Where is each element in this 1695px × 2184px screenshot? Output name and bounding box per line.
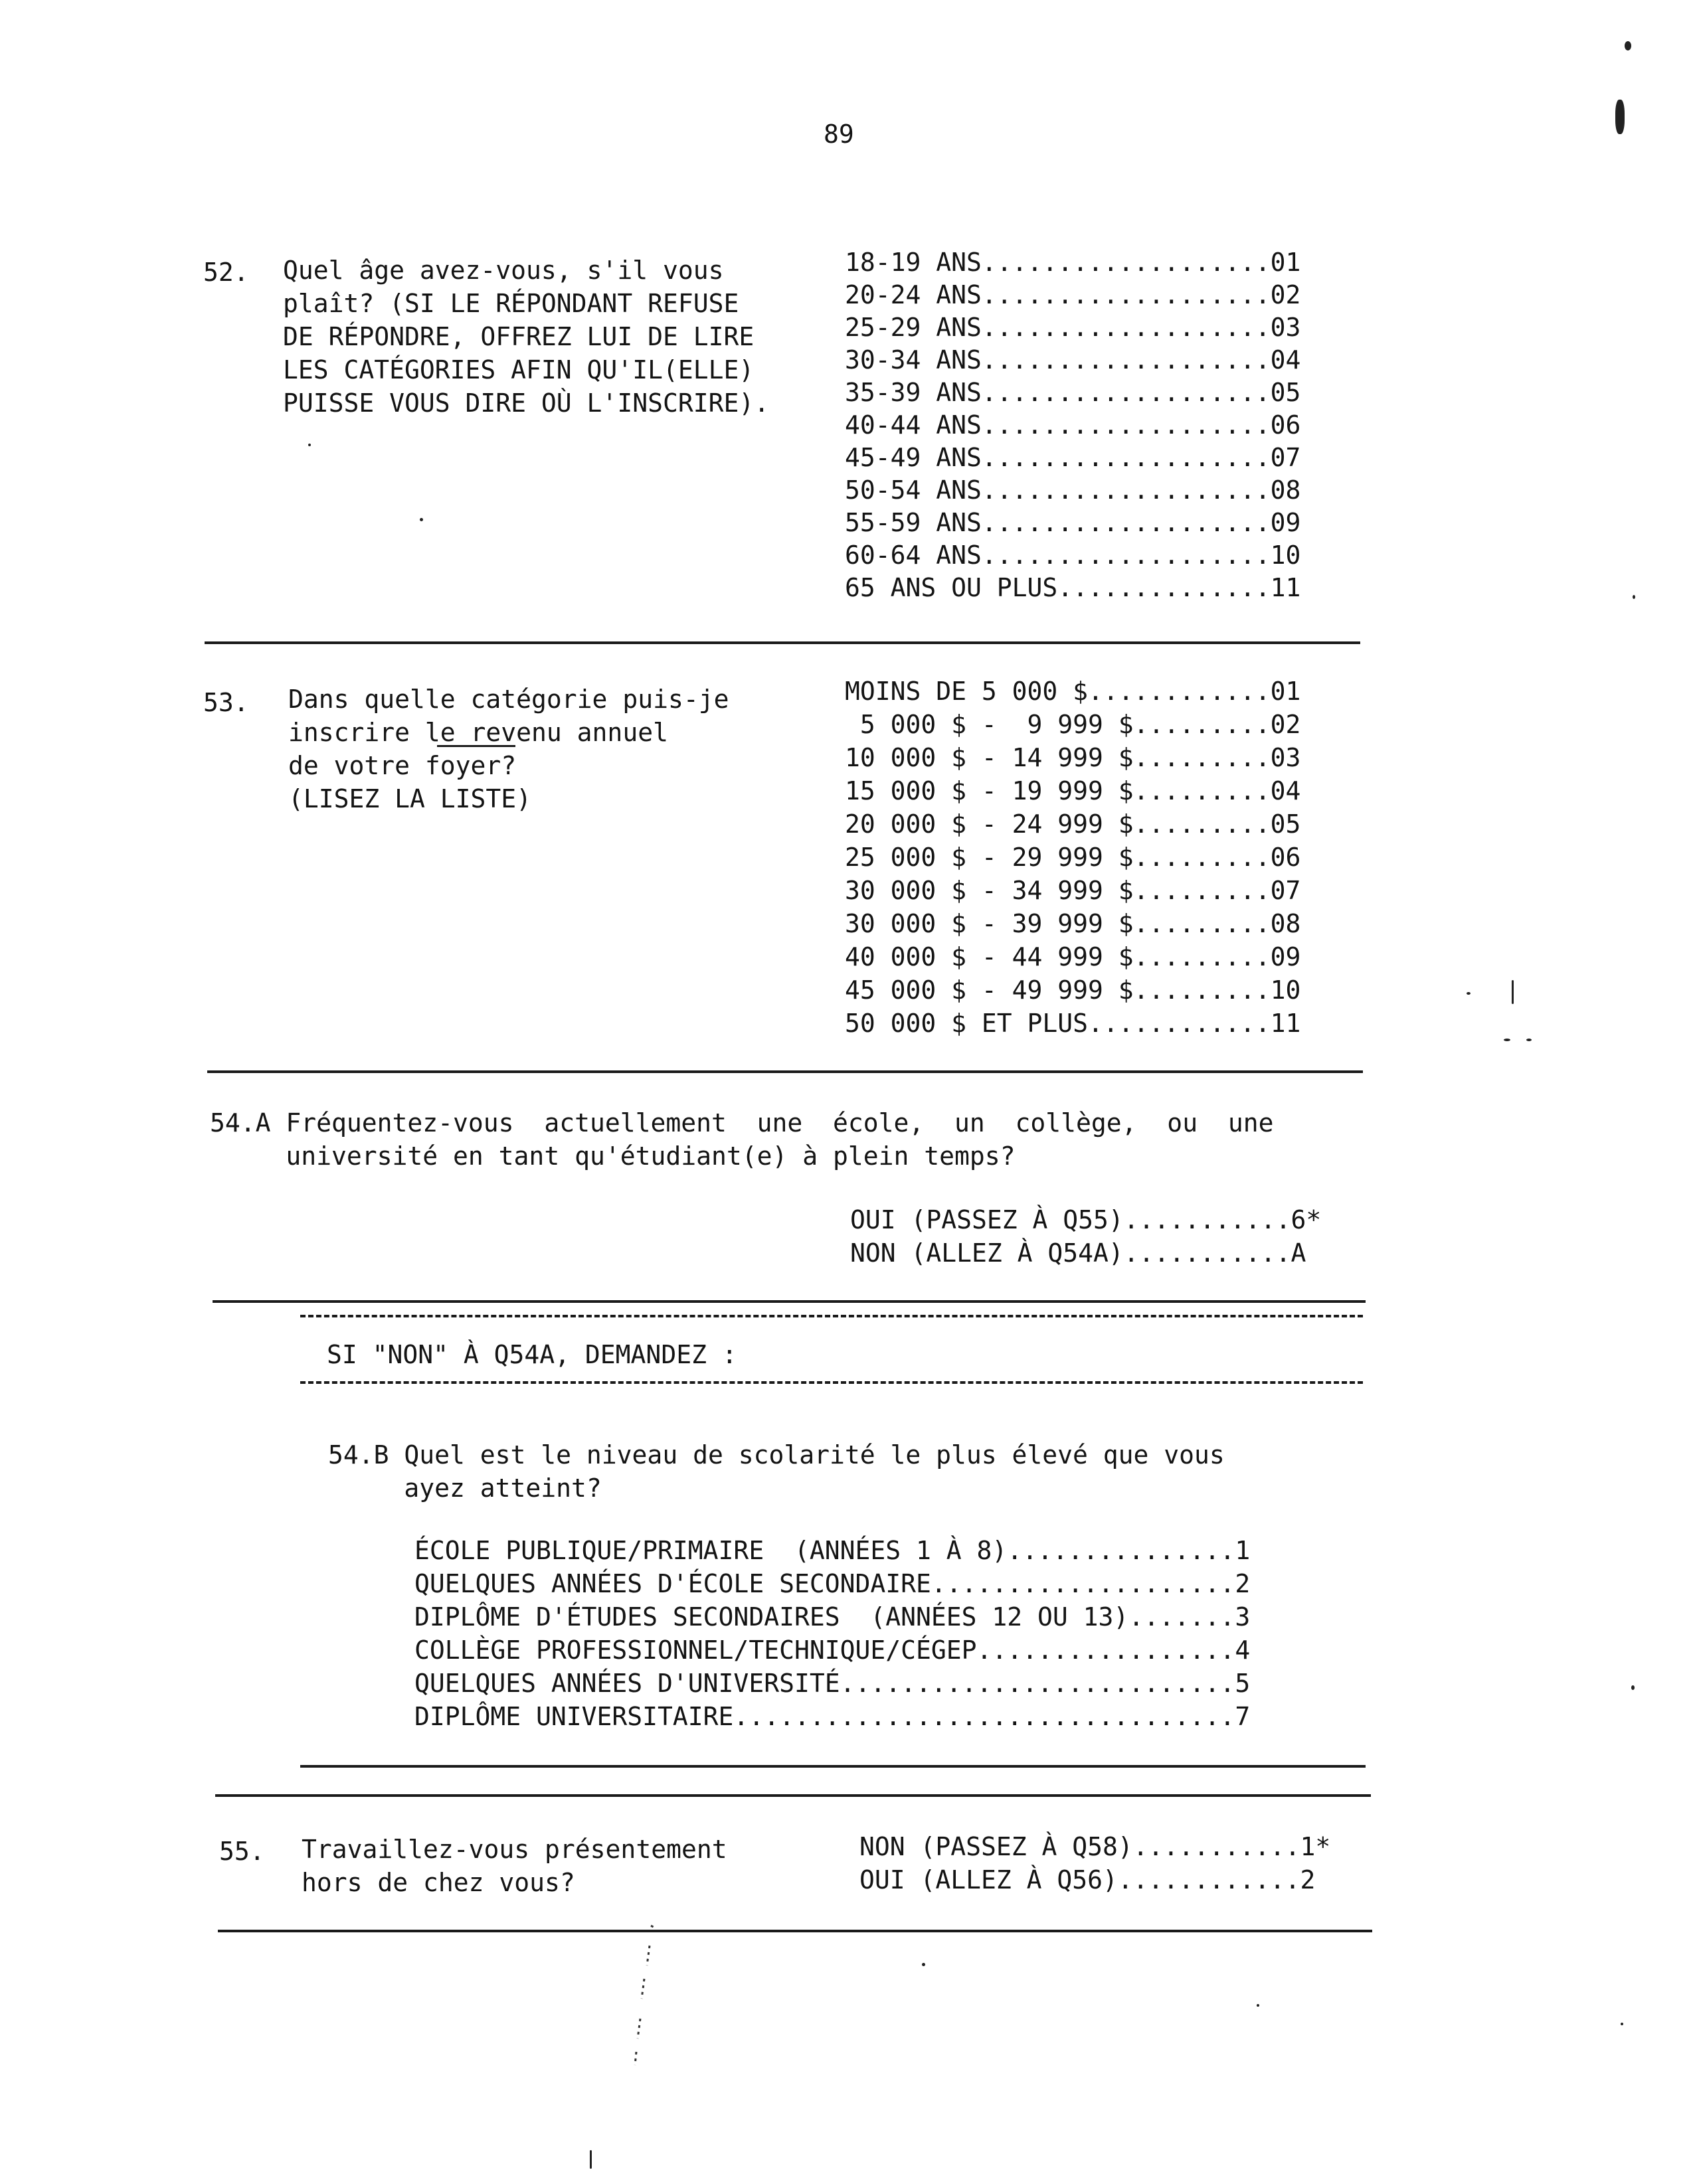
scan-speck — [420, 518, 423, 521]
divider — [300, 1765, 1366, 1768]
q53-option: 30 000 $ - 39 999 $.........08 — [845, 909, 1301, 938]
scan-speck — [1467, 992, 1471, 995]
q52-option: 35-39 ANS...................05 — [845, 378, 1301, 407]
q54a-question-line: 54.A Fréquentez-vous actuellement une école, un collège, ou une — [210, 1108, 1274, 1137]
q53-option: 20 000 $ - 24 999 $.........05 — [845, 809, 1301, 839]
page-number: 89 — [824, 120, 854, 149]
scan-speck — [1526, 1039, 1532, 1041]
divider — [205, 641, 1360, 644]
q55-question-line: hors de chez vous? — [302, 1868, 575, 1897]
q52-option: 50-54 ANS...................08 — [845, 475, 1301, 505]
q53-number: 53. — [203, 688, 249, 717]
q53-question-line: (LISEZ LA LISTE) — [288, 784, 532, 813]
scan-speck — [308, 444, 311, 446]
q54b-option: DIPLÔME UNIVERSITAIRE.................................7 — [414, 1702, 1251, 1731]
q53-option: 15 000 $ - 19 999 $.........04 — [845, 776, 1301, 805]
q52-option: 18-19 ANS...................01 — [845, 248, 1301, 277]
divider — [215, 1794, 1371, 1797]
q55-question-line: Travaillez-vous présentement — [302, 1835, 727, 1864]
scan-speck — [1512, 980, 1514, 1004]
q52-option: 25-29 ANS...................03 — [845, 313, 1301, 342]
q53-option: 25 000 $ - 29 999 $.........06 — [845, 843, 1301, 872]
q52-question-line: Quel âge avez-vous, s'il vous — [283, 256, 724, 285]
divider — [218, 1930, 1372, 1932]
q52-question-line: LES CATÉGORIES AFIN QU'IL(ELLE) — [283, 355, 755, 384]
q54b-option: QUELQUES ANNÉES D'ÉCOLE SECONDAIRE....................2 — [414, 1569, 1251, 1598]
q54b-question-line: ayez atteint? — [328, 1473, 602, 1503]
scan-speck — [1621, 2023, 1623, 2025]
q52-question-line: DE RÉPONDRE, OFFREZ LUI DE LIRE — [283, 322, 755, 351]
q52-option: 45-49 ANS...................07 — [845, 443, 1301, 472]
q52-question-line: PUISSE VOUS DIRE OÙ L'INSCRIRE). — [283, 388, 770, 418]
q53-option: 30 000 $ - 34 999 $.........07 — [845, 876, 1301, 905]
dashed-divider — [300, 1381, 1363, 1384]
q54b-option: DIPLÔME D'ÉTUDES SECONDAIRES (ANNÉES 12 OU 13).......3 — [414, 1602, 1251, 1632]
dashed-divider — [300, 1315, 1363, 1317]
q52-question-line: plaît? (SI LE RÉPONDANT REFUSE — [283, 289, 739, 318]
divider — [213, 1300, 1366, 1303]
q53-question-line: inscrire le revenu annuel — [288, 718, 668, 747]
q55-option: NON (PASSEZ À Q58)...........1* — [859, 1832, 1331, 1861]
scan-speck — [922, 1963, 925, 1966]
q53-option: MOINS DE 5 000 $............01 — [845, 677, 1301, 706]
q52-option: 60-64 ANS...................10 — [845, 541, 1301, 570]
scan-mark — [1615, 100, 1625, 134]
scan-speck — [1625, 41, 1631, 50]
q53-option: 5 000 $ - 9 999 $.........02 — [845, 710, 1301, 739]
divider — [207, 1070, 1363, 1073]
q52-option: 20-24 ANS...................02 — [845, 280, 1301, 309]
pen-scribble — [618, 1919, 691, 2092]
scan-speck — [1631, 1685, 1635, 1690]
scan-speck — [590, 2150, 592, 2169]
q53-question-line: de votre foyer? — [288, 751, 517, 780]
q52-option: 65 ANS OU PLUS..............11 — [845, 573, 1301, 602]
scan-speck — [1633, 595, 1635, 599]
scan-speck — [1504, 1039, 1510, 1041]
q52-option: 55-59 ANS...................09 — [845, 508, 1301, 537]
q53-option: 50 000 $ ET PLUS............11 — [845, 1009, 1301, 1038]
q53-question-line: Dans quelle catégorie puis-je — [288, 685, 729, 714]
foyer-underline — [437, 745, 515, 747]
q54b-option: QUELQUES ANNÉES D'UNIVERSITÉ..........................5 — [414, 1669, 1251, 1698]
q54b-option: ÉCOLE PUBLIQUE/PRIMAIRE (ANNÉES 1 À 8)...............1 — [414, 1536, 1251, 1565]
q53-option: 45 000 $ - 49 999 $.........10 — [845, 975, 1301, 1005]
q55-number: 55. — [219, 1837, 265, 1866]
q53-option: 10 000 $ - 14 999 $.........03 — [845, 743, 1301, 772]
q52-number: 52. — [203, 258, 249, 287]
q54a-question-line: université en tant qu'étudiant(e) à plein temps? — [210, 1141, 1016, 1171]
q55-option: OUI (ALLEZ À Q56)............2 — [859, 1865, 1316, 1894]
q52-option: 30-34 ANS...................04 — [845, 345, 1301, 375]
q54a-option: OUI (PASSEZ À Q55)...........6* — [850, 1205, 1322, 1234]
q54a-option: NON (ALLEZ À Q54A)...........A — [850, 1238, 1306, 1268]
q54b-option: COLLÈGE PROFESSIONNEL/TECHNIQUE/CÉGEP.................4 — [414, 1636, 1251, 1665]
instruction-text: SI "NON" À Q54A, DEMANDEZ : — [327, 1340, 737, 1369]
scan-speck — [1257, 2004, 1259, 2007]
scribble-icon — [618, 1919, 691, 2092]
q54b-question-line: 54.B Quel est le niveau de scolarité le plus élevé que vous — [328, 1440, 1225, 1470]
q52-option: 40-44 ANS...................06 — [845, 410, 1301, 440]
q53-option: 40 000 $ - 44 999 $.........09 — [845, 942, 1301, 971]
